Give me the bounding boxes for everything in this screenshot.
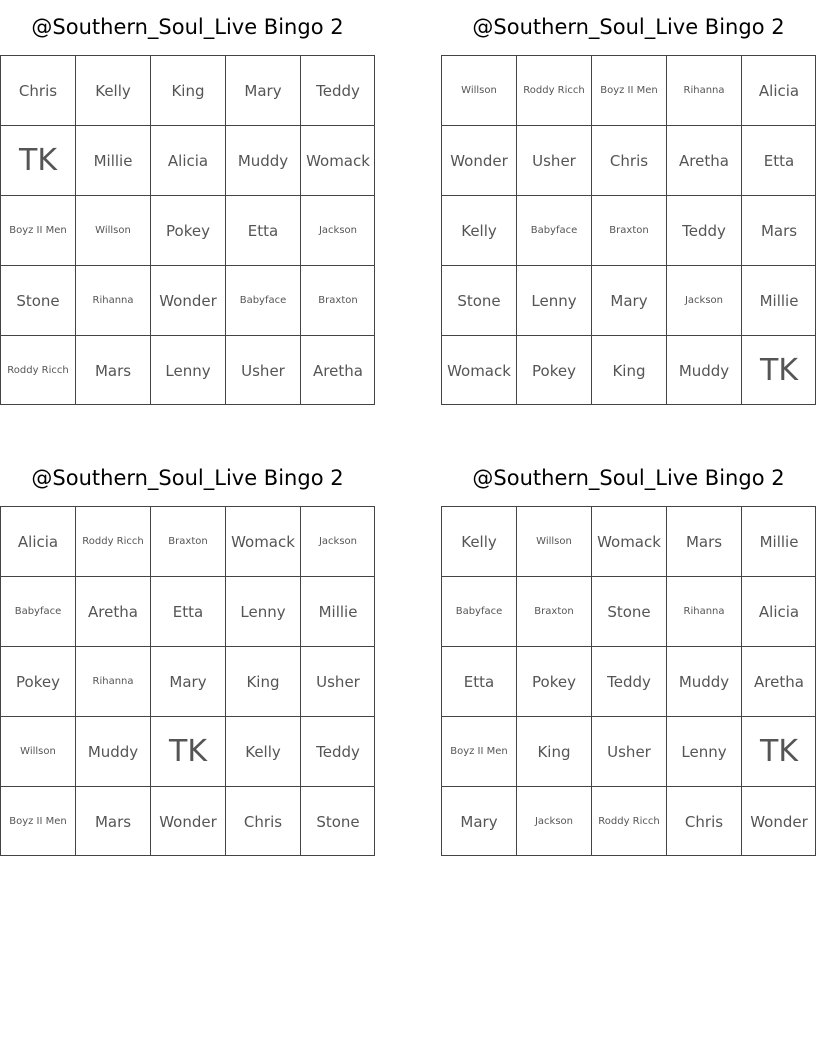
bingo-cell: Aretha (741, 646, 816, 716)
bingo-cell: Etta (741, 125, 816, 195)
bingo-grid (441, 506, 816, 856)
bingo-cell: Roddy Ricch (75, 506, 150, 576)
bingo-cell: Jackson (666, 265, 741, 335)
bingo-grid (0, 55, 375, 405)
bingo-cell: King (516, 716, 591, 786)
bingo-cell: Roddy Ricch (516, 55, 591, 125)
bingo-cell: Rihanna (666, 55, 741, 125)
bingo-cell: Teddy (300, 55, 375, 125)
bingo-cell: Wonder (150, 786, 225, 856)
bingo-cell: Chris (666, 786, 741, 856)
card-title: @Southern_Soul_Live Bingo 2 (31, 15, 344, 39)
bingo-cell: King (225, 646, 300, 716)
bingo-cell: Roddy Ricch (0, 335, 75, 405)
bingo-cell: Wonder (150, 265, 225, 335)
bingo-cell: Aretha (666, 125, 741, 195)
bingo-cell: Pokey (516, 646, 591, 716)
bingo-cell: Boyz II Men (441, 716, 516, 786)
bingo-cell: Womack (225, 506, 300, 576)
bingo-cell: Chris (0, 55, 75, 125)
bingo-cell: Mary (441, 786, 516, 856)
bingo-grid (441, 55, 816, 405)
bingo-cell: Chris (591, 125, 666, 195)
bingo-cell: Braxton (516, 576, 591, 646)
bingo-cell: Usher (516, 125, 591, 195)
bingo-cell: TK (150, 716, 225, 786)
bingo-cell: Jackson (300, 506, 375, 576)
bingo-cell: Boyz II Men (0, 195, 75, 265)
bingo-cell: Willson (441, 55, 516, 125)
bingo-grid (0, 506, 375, 856)
bingo-cell: Usher (300, 646, 375, 716)
bingo-cell: Babyface (516, 195, 591, 265)
bingo-cell: Kelly (225, 716, 300, 786)
bingo-cell: Braxton (591, 195, 666, 265)
bingo-cell: Boyz II Men (591, 55, 666, 125)
bingo-cell: Stone (0, 265, 75, 335)
bingo-cell: Etta (150, 576, 225, 646)
bingo-cell: Boyz II Men (0, 786, 75, 856)
bingo-cell: Wonder (441, 125, 516, 195)
bingo-cell: Muddy (666, 335, 741, 405)
bingo-cell: Millie (75, 125, 150, 195)
bingo-card-4 (441, 451, 816, 856)
bingo-cell: Aretha (300, 335, 375, 405)
bingo-cell: Pokey (0, 646, 75, 716)
bingo-cell: Etta (441, 646, 516, 716)
bingo-cell: Mars (666, 506, 741, 576)
bingo-cell: Mars (741, 195, 816, 265)
bingo-cell: Womack (300, 125, 375, 195)
bingo-cell: Rihanna (666, 576, 741, 646)
bingo-cell: Pokey (516, 335, 591, 405)
bingo-cell: Babyface (225, 265, 300, 335)
bingo-cell: Willson (0, 716, 75, 786)
bingo-cell: Jackson (516, 786, 591, 856)
bingo-cell: Alicia (741, 55, 816, 125)
bingo-cell: Babyface (441, 576, 516, 646)
bingo-cell: Kelly (441, 195, 516, 265)
bingo-cell: TK (741, 716, 816, 786)
bingo-cell: Mary (225, 55, 300, 125)
bingo-cell: King (591, 335, 666, 405)
bingo-cell: Mars (75, 335, 150, 405)
bingo-cell: Usher (225, 335, 300, 405)
bingo-cell: Kelly (75, 55, 150, 125)
bingo-card-3 (0, 451, 375, 856)
card-title: @Southern_Soul_Live Bingo 2 (31, 466, 344, 490)
bingo-cell: Millie (741, 506, 816, 576)
bingo-cell: King (150, 55, 225, 125)
bingo-cell: Alicia (150, 125, 225, 195)
bingo-cell: Mary (591, 265, 666, 335)
bingo-cell: Willson (75, 195, 150, 265)
bingo-cell: Muddy (225, 125, 300, 195)
bingo-cell: Alicia (741, 576, 816, 646)
bingo-cell: Jackson (300, 195, 375, 265)
bingo-card-1 (0, 0, 375, 405)
bingo-cell: Teddy (300, 716, 375, 786)
bingo-cell: Chris (225, 786, 300, 856)
bingo-cell: Lenny (225, 576, 300, 646)
bingo-cell: Stone (441, 265, 516, 335)
bingo-cell: Muddy (75, 716, 150, 786)
card-title: @Southern_Soul_Live Bingo 2 (472, 15, 785, 39)
bingo-cell: Willson (516, 506, 591, 576)
bingo-cell: Womack (441, 335, 516, 405)
bingo-cell: Teddy (591, 646, 666, 716)
bingo-cell: Millie (741, 265, 816, 335)
bingo-cell: Pokey (150, 195, 225, 265)
bingo-cell: Womack (591, 506, 666, 576)
bingo-cell: Wonder (741, 786, 816, 856)
bingo-cell: Etta (225, 195, 300, 265)
bingo-cell: Millie (300, 576, 375, 646)
bingo-cell: Stone (591, 576, 666, 646)
bingo-cell: Lenny (666, 716, 741, 786)
bingo-cell: Stone (300, 786, 375, 856)
bingo-cell: Lenny (150, 335, 225, 405)
bingo-cell: Rihanna (75, 265, 150, 335)
bingo-cell: Rihanna (75, 646, 150, 716)
bingo-cell: Muddy (666, 646, 741, 716)
bingo-cell: Aretha (75, 576, 150, 646)
bingo-cell: Alicia (0, 506, 75, 576)
bingo-cell: Usher (591, 716, 666, 786)
bingo-cell: TK (741, 335, 816, 405)
card-title: @Southern_Soul_Live Bingo 2 (472, 466, 785, 490)
bingo-cell: Roddy Ricch (591, 786, 666, 856)
bingo-cell: Kelly (441, 506, 516, 576)
bingo-cell: Braxton (150, 506, 225, 576)
bingo-cell: Lenny (516, 265, 591, 335)
bingo-cell: Braxton (300, 265, 375, 335)
bingo-card-2 (441, 0, 816, 405)
bingo-cell: Mars (75, 786, 150, 856)
bingo-cell: Babyface (0, 576, 75, 646)
bingo-cell: TK (0, 125, 75, 195)
bingo-cell: Mary (150, 646, 225, 716)
bingo-cell: Teddy (666, 195, 741, 265)
